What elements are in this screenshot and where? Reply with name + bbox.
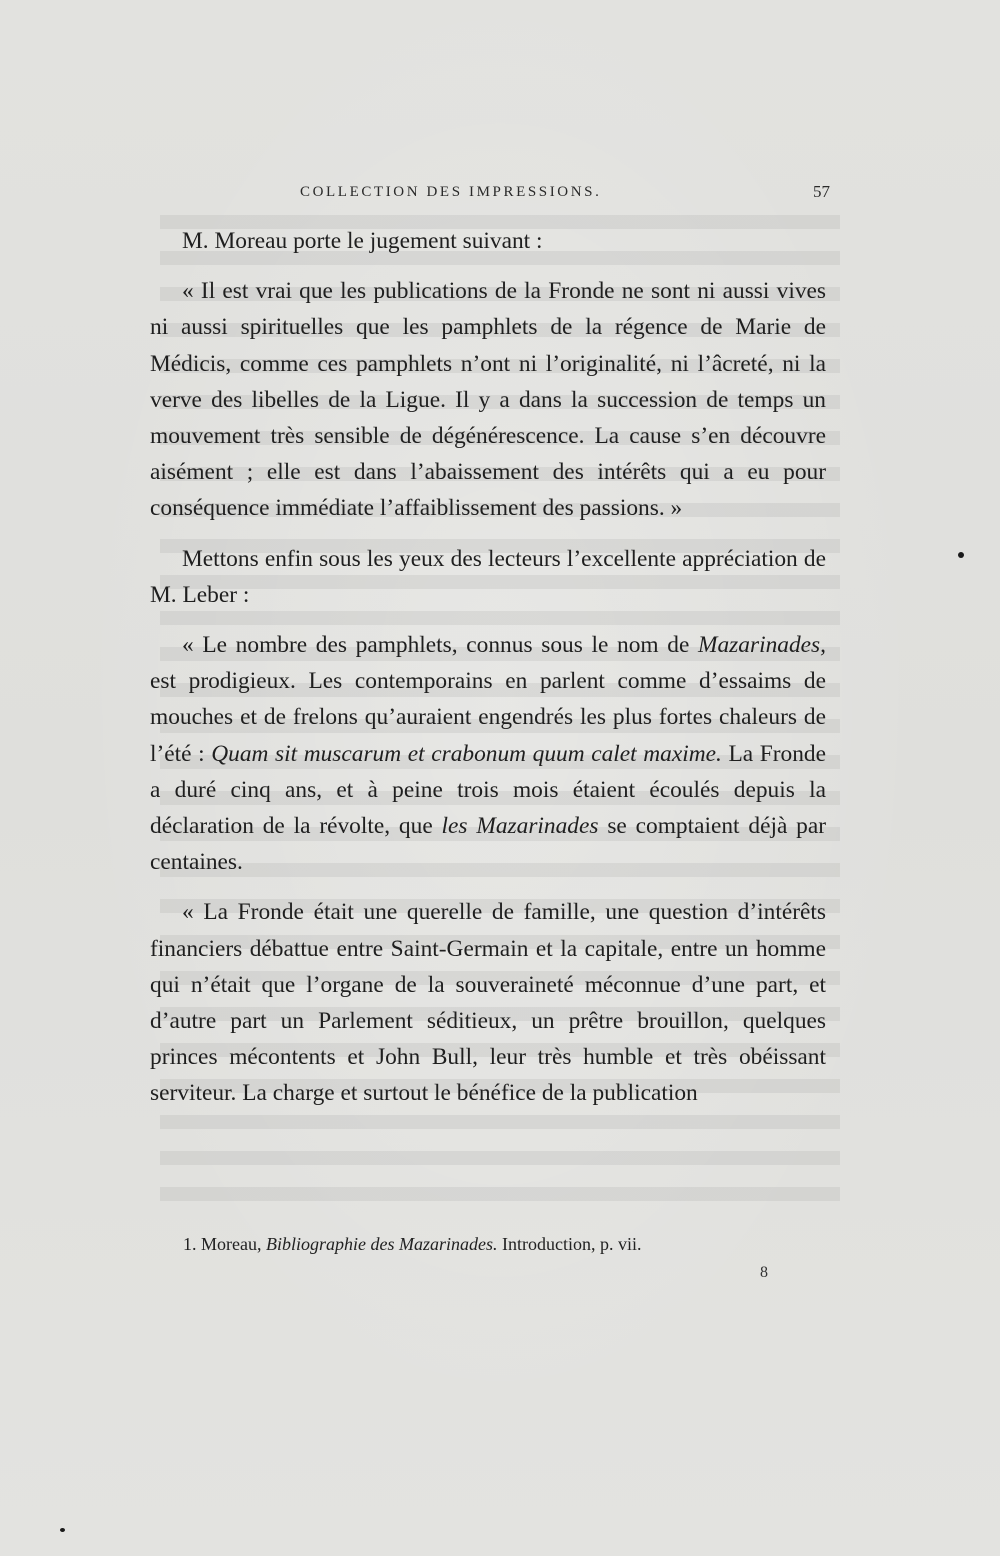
italic-run: les Mazarinades xyxy=(441,813,599,840)
running-head xyxy=(150,182,830,212)
quote-moreau: « Il est vrai que les publications de la Fronde ne sont ni aussi vives ni aussi spirituelles que les pamphlets de la régence de Marie de Médicis, comme ces pamphlets n’ont ni l’originalité, ni l’âcreté, ni la verve des libelles de la Ligue. Il y a dans la succession de temps un mouvement très sensible de dégénérescence. La cause s’en découvre aisément ; elle est dans l’abaissement des intérêts qui a eu pour conséquence immédiate l’affaiblissement des passions. » xyxy=(150,278,826,522)
text-run: « Le nombre des pamphlets, connus sous le nom de xyxy=(182,632,698,659)
signature-mark: 8 xyxy=(760,1264,768,1281)
quote-leber xyxy=(150,627,826,880)
paragraph: Mettons enfin sous les yeux des lecteurs l’excellente appréciation de M. Leber : xyxy=(150,545,826,608)
italic-run: Mazarinades, xyxy=(698,632,826,659)
text-run: se comptaient déjà par centaines. xyxy=(150,813,827,876)
quote-leber-continued: « La Fronde était une querelle de famille, une question d’intérêts financiers débattue entre Saint-Germain et la capitale, entre un homme qui n’était que l’organe de la souveraineté méconnue d’une part, et d’autre part un Parlement séditieux, un prêtre brouillon, quelques princes mécontents et John Bull, leur très humble et très obéissant serviteur. La charge et surtout le bénéfice de la publication xyxy=(150,899,826,1107)
page-number: 57 xyxy=(813,182,830,201)
text-run: La Fronde a duré cinq ans, et à peine trois mois étaient écoulés depuis la déclaration de la révolte, que xyxy=(150,740,826,840)
footnote xyxy=(183,1234,641,1255)
paragraph: M. Moreau porte le jugement suivant : xyxy=(182,228,543,254)
ink-speck xyxy=(60,1528,65,1532)
italic-run: Quam sit muscarum et crabonum quum calet maxime. xyxy=(211,740,722,767)
text-run: est prodigieux. Les contemporains en parlent comme d’essaims de mouches et de frelons qu’auraient engendrés les plus fortes chaleurs de l’été : xyxy=(150,668,826,767)
body-text xyxy=(150,223,826,1112)
ink-speck xyxy=(958,552,964,558)
running-title: COLLECTION DES IMPRESSIONS. xyxy=(300,184,602,200)
footnote-author: Moreau, xyxy=(201,1234,262,1254)
footnote-reference: Introduction, p. vii. xyxy=(501,1234,642,1254)
footnote-title: Bibliographie des Mazarinades. xyxy=(265,1234,498,1254)
footnote-number: 1. xyxy=(183,1234,197,1254)
